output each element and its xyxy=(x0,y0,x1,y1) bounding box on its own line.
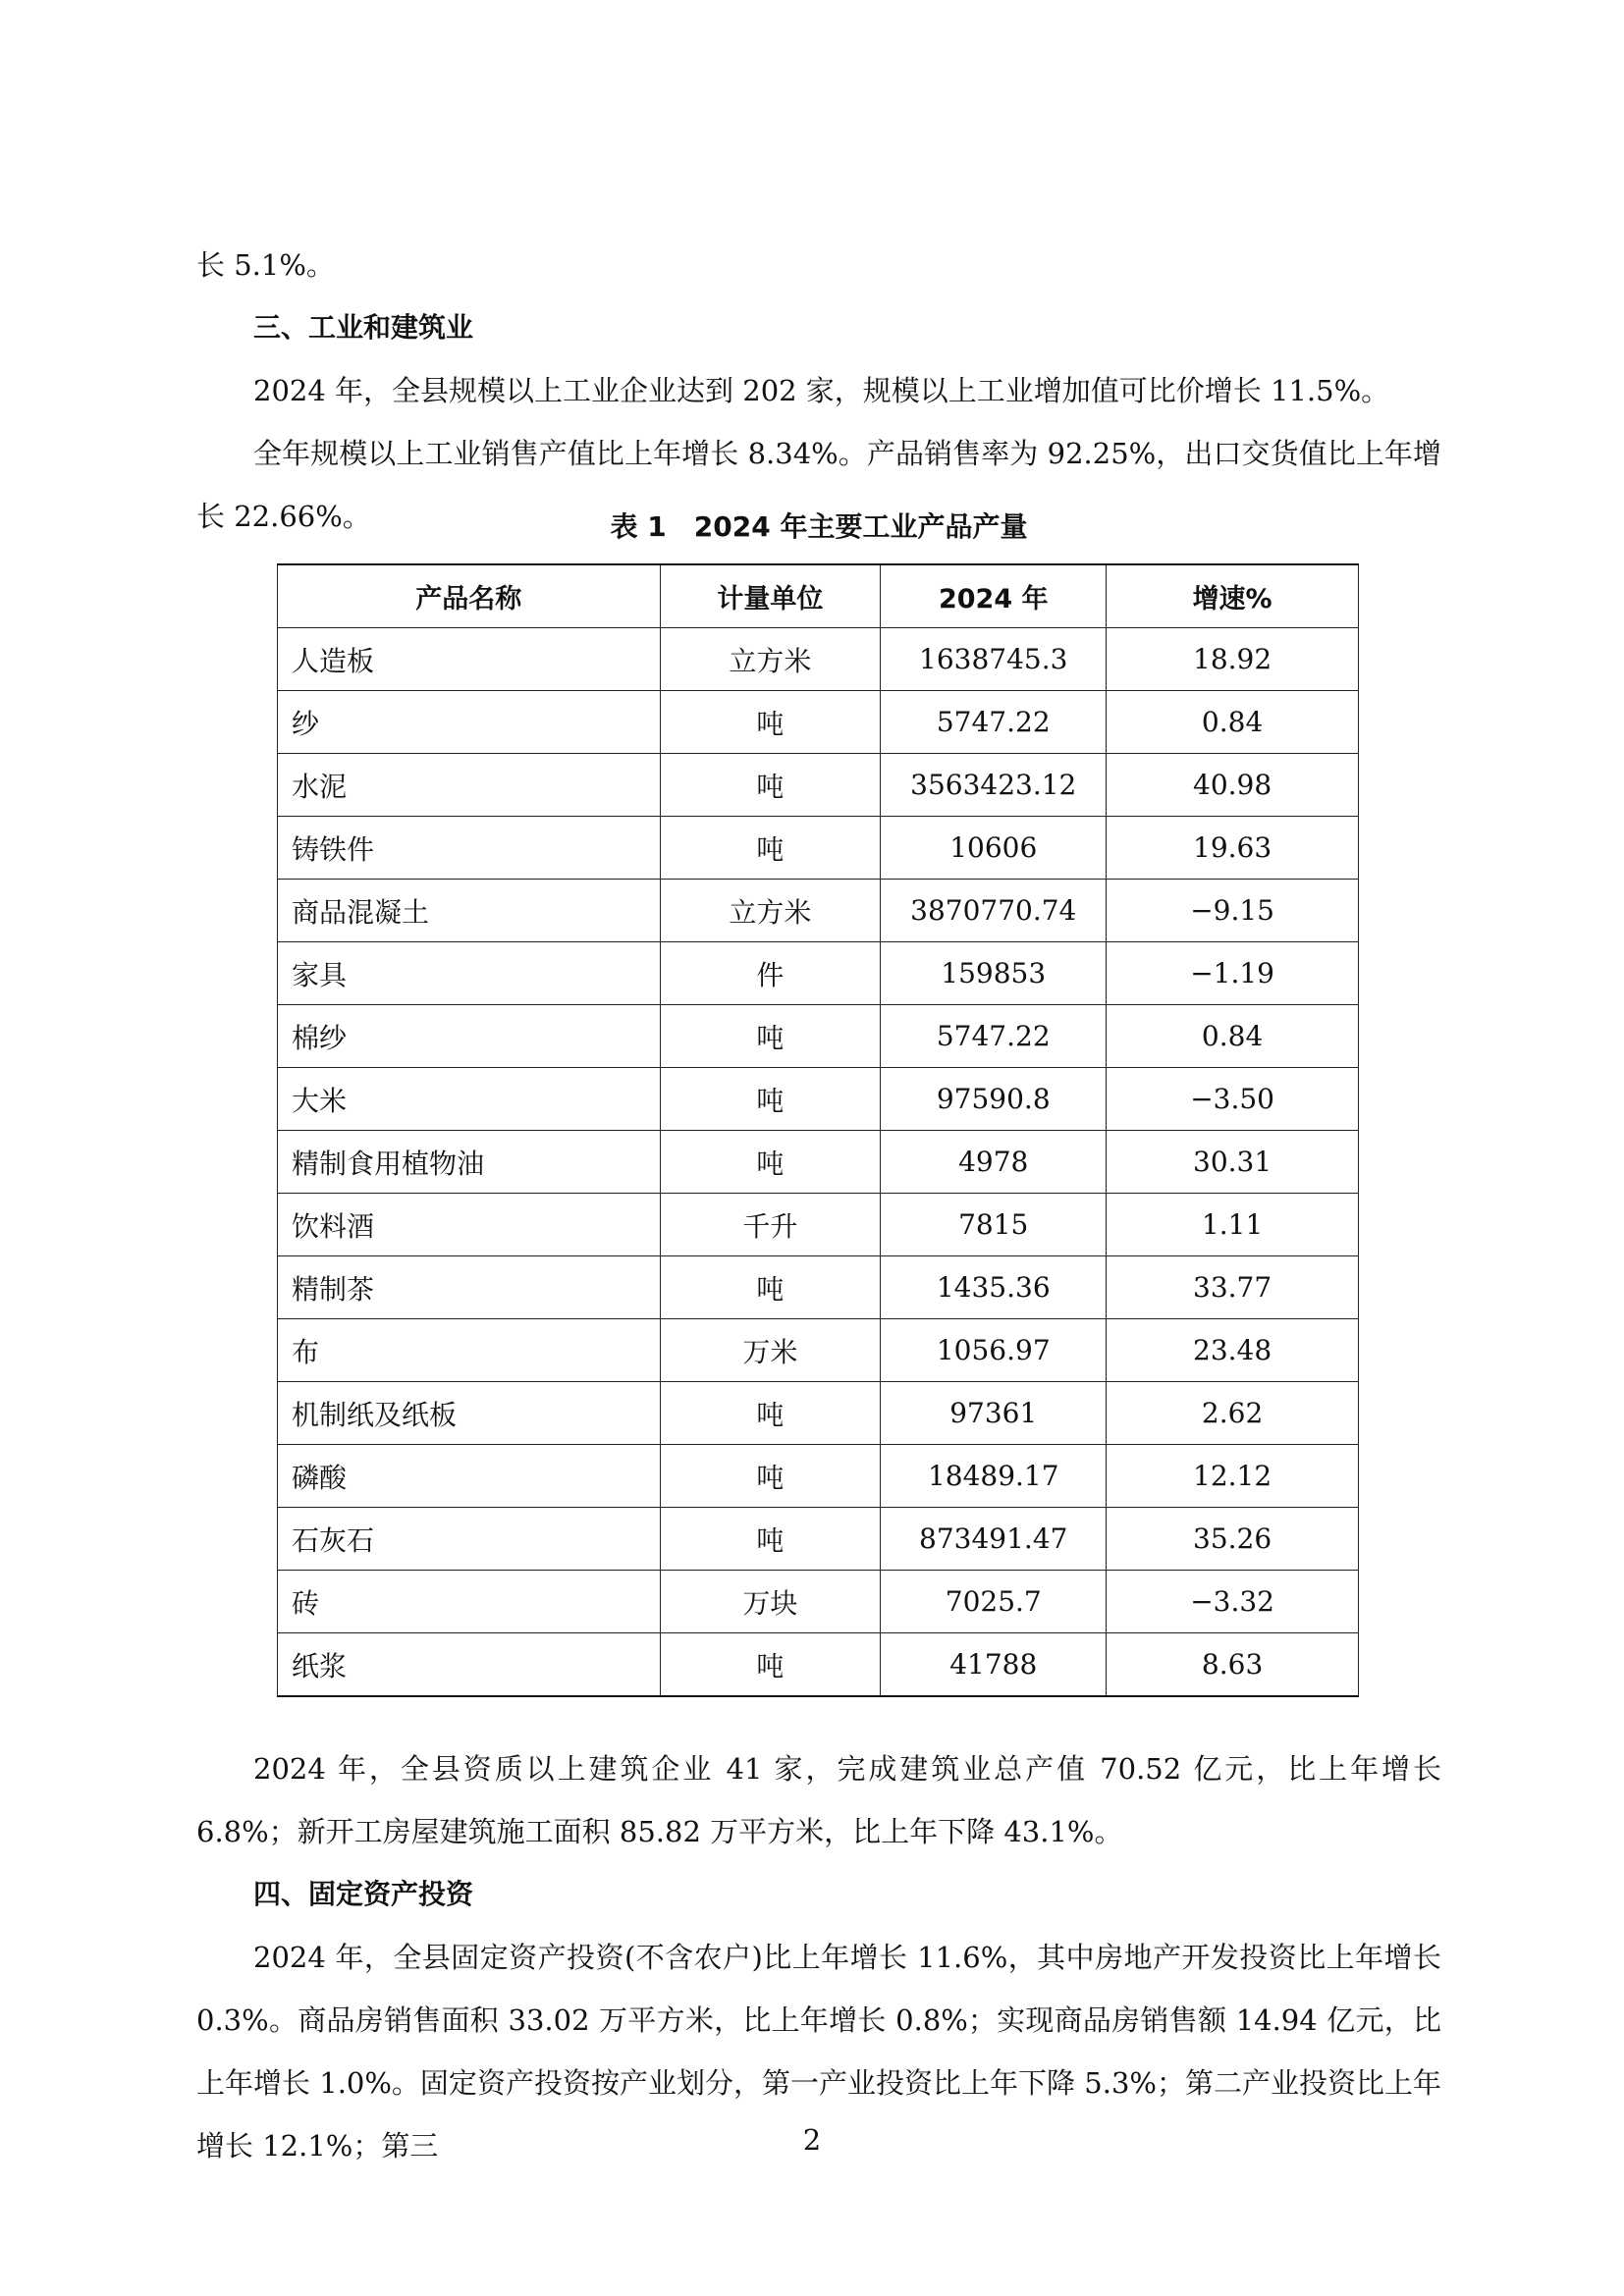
section-heading-investment: 四、固定资产投资 xyxy=(253,1878,474,1910)
cell-growth: −3.32 xyxy=(1107,1571,1359,1633)
table-row xyxy=(278,1633,1359,1697)
cell-unit: 万块 xyxy=(660,1571,881,1633)
paragraph-continuation: 长 5.1%。 xyxy=(196,248,335,282)
cell-growth: 12.12 xyxy=(1107,1445,1359,1508)
table-row xyxy=(278,1571,1359,1633)
cell-growth: −9.15 xyxy=(1107,880,1359,942)
cell-unit: 吨 xyxy=(660,1382,881,1445)
cell-unit: 吨 xyxy=(660,1256,881,1319)
table-row xyxy=(278,1194,1359,1256)
cell-output: 873491.47 xyxy=(881,1508,1107,1571)
table-row xyxy=(278,1382,1359,1445)
cell-growth: 30.31 xyxy=(1107,1131,1359,1194)
table-header-row xyxy=(278,564,1359,628)
cell-output: 3563423.12 xyxy=(881,754,1107,817)
cell-unit: 吨 xyxy=(660,691,881,754)
cell-unit: 吨 xyxy=(660,1068,881,1131)
cell-growth: 2.62 xyxy=(1107,1382,1359,1445)
cell-unit: 吨 xyxy=(660,1508,881,1571)
cell-product: 纱 xyxy=(278,691,661,754)
cell-output: 1435.36 xyxy=(881,1256,1107,1319)
cell-product: 铸铁件 xyxy=(278,817,661,880)
cell-output: 5747.22 xyxy=(881,1005,1107,1068)
cell-output: 1056.97 xyxy=(881,1319,1107,1382)
cell-product: 纸浆 xyxy=(278,1633,661,1697)
cell-growth: 0.84 xyxy=(1107,1005,1359,1068)
table-row xyxy=(278,628,1359,691)
table-row xyxy=(278,691,1359,754)
header-year: 2024 年 xyxy=(881,564,1107,628)
cell-growth: 1.11 xyxy=(1107,1194,1359,1256)
table-row xyxy=(278,1131,1359,1194)
industrial-products-table xyxy=(277,563,1359,1697)
cell-unit: 千升 xyxy=(660,1194,881,1256)
cell-growth: 18.92 xyxy=(1107,628,1359,691)
cell-output: 10606 xyxy=(881,817,1107,880)
bottom-text-block xyxy=(196,1737,1441,2177)
table-row xyxy=(278,1256,1359,1319)
top-text-block xyxy=(196,234,1441,548)
cell-unit: 件 xyxy=(660,942,881,1005)
cell-product: 布 xyxy=(278,1319,661,1382)
header-growth: 增速% xyxy=(1107,564,1359,628)
header-unit: 计量单位 xyxy=(660,564,881,628)
cell-unit: 吨 xyxy=(660,1005,881,1068)
cell-unit: 吨 xyxy=(660,1131,881,1194)
cell-growth: 8.63 xyxy=(1107,1633,1359,1697)
table-row xyxy=(278,1445,1359,1508)
cell-product: 棉纱 xyxy=(278,1005,661,1068)
cell-output: 3870770.74 xyxy=(881,880,1107,942)
page-number: 2 xyxy=(802,2123,822,2157)
cell-output: 159853 xyxy=(881,942,1107,1005)
cell-growth: 35.26 xyxy=(1107,1508,1359,1571)
table-row xyxy=(278,942,1359,1005)
cell-growth: 40.98 xyxy=(1107,754,1359,817)
cell-product: 磷酸 xyxy=(278,1445,661,1508)
section-heading-industry: 三、工业和建筑业 xyxy=(253,311,474,344)
cell-unit: 万米 xyxy=(660,1319,881,1382)
cell-product: 水泥 xyxy=(278,754,661,817)
cell-growth: 23.48 xyxy=(1107,1319,1359,1382)
cell-growth: 19.63 xyxy=(1107,817,1359,880)
paragraph-construction: 2024 年，全县资质以上建筑企业 41 家，完成建筑业总产值 70.52 亿元，比上年增长 6.8%；新开工房屋建筑施工面积 85.82 万平方米，比上年下降 43.1%。 xyxy=(196,1752,1441,1848)
cell-unit: 立方米 xyxy=(660,628,881,691)
cell-growth: 0.84 xyxy=(1107,691,1359,754)
header-product-name: 产品名称 xyxy=(278,564,661,628)
cell-growth: −1.19 xyxy=(1107,942,1359,1005)
cell-unit: 吨 xyxy=(660,754,881,817)
paragraph-investment: 2024 年，全县固定资产投资(不含农户)比上年增长 11.6%，其中房地产开发投资比上年增长 0.3%。商品房销售面积 33.02 万平方米，比上年增长 0.8%；实现商品房销售额 14.94 亿元，比上年增长 1.0%。固定资产投资按产业划分，第一产业投资比上年下降 5.3%；第二产业投资比上年增长 12.1%；第三 xyxy=(196,1941,1441,2163)
table-row xyxy=(278,880,1359,942)
cell-product: 精制茶 xyxy=(278,1256,661,1319)
cell-output: 97361 xyxy=(881,1382,1107,1445)
cell-product: 商品混凝土 xyxy=(278,880,661,942)
cell-growth: −3.50 xyxy=(1107,1068,1359,1131)
table-row xyxy=(278,817,1359,880)
cell-product: 精制食用植物油 xyxy=(278,1131,661,1194)
cell-unit: 吨 xyxy=(660,1633,881,1697)
table-row xyxy=(278,754,1359,817)
cell-product: 机制纸及纸板 xyxy=(278,1382,661,1445)
cell-output: 4978 xyxy=(881,1131,1107,1194)
cell-output: 18489.17 xyxy=(881,1445,1107,1508)
cell-output: 7025.7 xyxy=(881,1571,1107,1633)
table-row xyxy=(278,1005,1359,1068)
cell-unit: 立方米 xyxy=(660,880,881,942)
cell-output: 7815 xyxy=(881,1194,1107,1256)
cell-growth: 33.77 xyxy=(1107,1256,1359,1319)
cell-product: 砖 xyxy=(278,1571,661,1633)
cell-output: 41788 xyxy=(881,1633,1107,1697)
table-row xyxy=(278,1508,1359,1571)
paragraph-industry-sales: 全年规模以上工业销售产值比上年增长 8.34%。产品销售率为 92.25%，出口交货值比上年增长 22.66%。 xyxy=(196,437,1441,533)
cell-output: 5747.22 xyxy=(881,691,1107,754)
cell-product: 家具 xyxy=(278,942,661,1005)
cell-product: 石灰石 xyxy=(278,1508,661,1571)
table-row xyxy=(278,1068,1359,1131)
table-title: 表 1 2024 年主要工业产品产量 xyxy=(610,510,1028,543)
table-row xyxy=(278,1319,1359,1382)
cell-product: 人造板 xyxy=(278,628,661,691)
paragraph-industry-enterprises: 2024 年，全县规模以上工业企业达到 202 家，规模以上工业增加值可比价增长 11.5%。 xyxy=(253,374,1390,407)
cell-unit: 吨 xyxy=(660,1445,881,1508)
cell-output: 97590.8 xyxy=(881,1068,1107,1131)
cell-product: 大米 xyxy=(278,1068,661,1131)
cell-unit: 吨 xyxy=(660,817,881,880)
cell-output: 1638745.3 xyxy=(881,628,1107,691)
cell-product: 饮料酒 xyxy=(278,1194,661,1256)
